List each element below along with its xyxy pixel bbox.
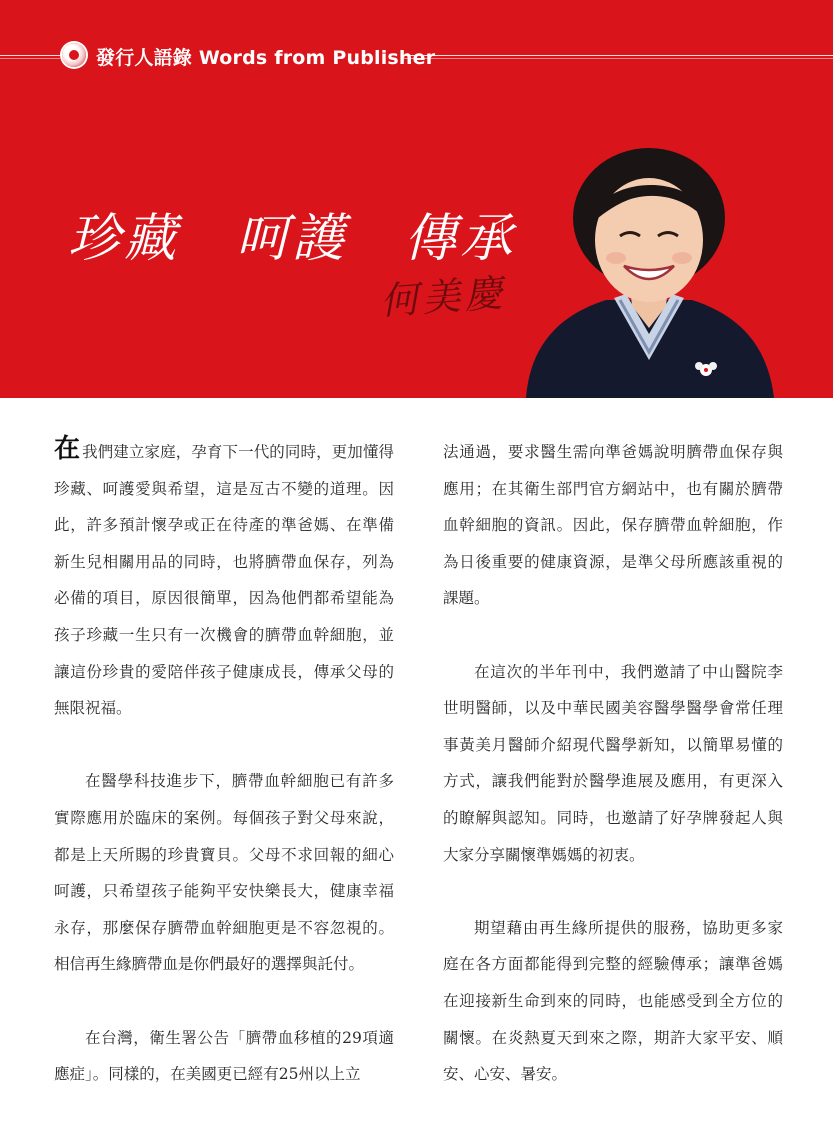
article-paragraph: 在醫學科技進步下，臍帶血幹細胞已有許多實際應用於臨床的案例。每個孩子對父母來說，都是上天所賜的珍貴寶貝。父母不求回報的細心呵護，只希望孩子能夠平安快樂長大，健康幸福永存，那麼保存臍帶血幹細胞更是不容忽視的。相信再生緣臍帶血是你們最好的選擇與託付。 xyxy=(54,772,394,974)
header-banner xyxy=(0,0,833,398)
article-paragraph: 在這次的半年刊中，我們邀請了中山醫院李世明醫師，以及中華民國美容醫學醫學會常任理事黃美月醫師介紹現代醫學新知，以簡單易懂的方式，讓我們能對於醫學進展及應用，有更深入的瞭解與認知。同時，也邀請了好孕牌發起人與大家分享關懷準媽媽的初衷。 xyxy=(443,662,783,864)
article-paragraph xyxy=(54,434,394,727)
article-paragraph: 在台灣，衛生署公告「臍帶血移植的29項適應症」。同樣的，在美國更已經有25州以上立 xyxy=(54,1028,394,1084)
header-rule-right xyxy=(402,55,833,59)
section-title: 發行人語錄 Words from Publisher xyxy=(96,47,436,69)
paragraph-text: 我們建立家庭，孕育下一代的同時，更加懂得珍藏、呵護愛與希望，這是亙古不變的道理。因此，許多預計懷孕或正在待產的準爸媽、在準備新生兒相關用品的同時，也將臍帶血保存，列為必備的項目，原因很簡單，因為他們都希望能為孩子珍藏一生只有一次機會的臍帶血幹細胞，並讓這份珍貴的愛陪伴孩子健康成長，傳承父母的無限祝福。 xyxy=(54,443,394,718)
article-column-right xyxy=(443,434,783,1093)
circle-badge-icon xyxy=(62,43,86,67)
publisher-signature: 何美慶 xyxy=(378,270,508,324)
publisher-portrait xyxy=(516,148,782,398)
article-title: 珍藏 呵護 傳承 xyxy=(68,209,517,269)
drop-cap: 在 xyxy=(54,434,81,464)
header-rule-left xyxy=(0,55,60,59)
article-paragraph: 法通過，要求醫生需向準爸媽說明臍帶血保存與應用；在其衛生部門官方網站中，也有關於臍帶血幹細胞的資訊。因此，保存臍帶血幹細胞，作為日後重要的健康資源，是準父母所應該重視的課題。 xyxy=(443,443,783,608)
article-paragraph: 期望藉由再生緣所提供的服務，協助更多家庭在各方面都能得到完整的經驗傳承；讓準爸媽在迎接新生命到來的同時，也能感受到全方位的關懷。在炎熱夏天到來之際，期許大家平安、順安、心安、暑安。 xyxy=(443,918,783,1084)
article-column-left xyxy=(54,434,394,1093)
section-header xyxy=(0,38,833,72)
